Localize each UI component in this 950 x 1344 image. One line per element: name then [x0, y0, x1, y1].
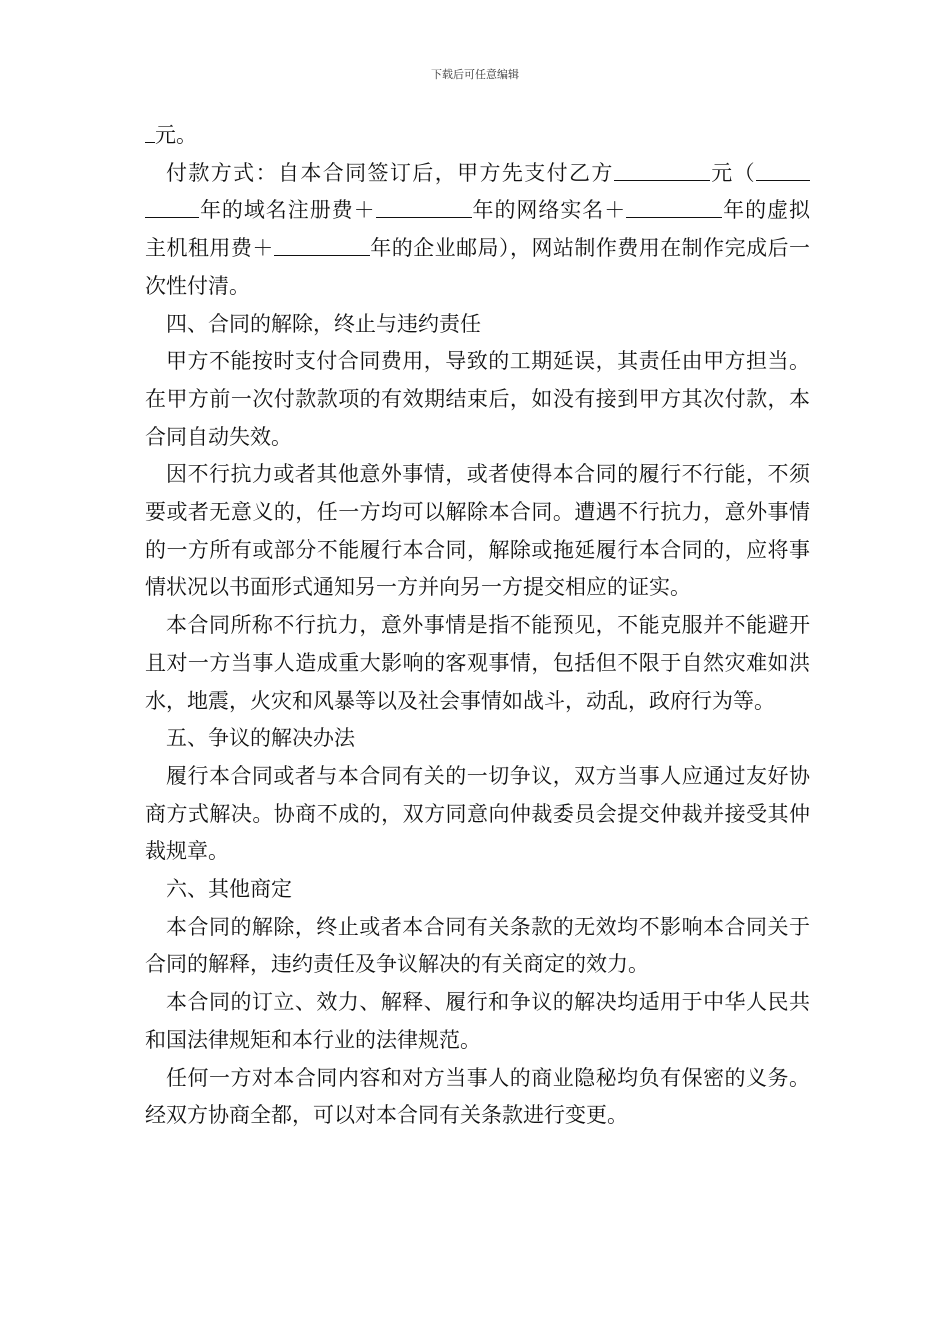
blank-field — [145, 195, 199, 218]
blank-field — [614, 158, 710, 181]
paragraph-late-payment: 甲方不能按时支付合同费用，导致的工期延误，其责任由甲方担当。在甲方前一次付款款项的有效期结束后，如没有接到甲方其次付款，本合同自动失效。 — [145, 349, 810, 449]
blank-field — [376, 195, 472, 218]
paragraph-termination-effect: 本合同的解除，终止或者本合同有关条款的无效均不影响本合同关于合同的解释，违约责任及争议解决的有关商定的效力。 — [145, 914, 810, 977]
blank-field — [145, 120, 155, 143]
paragraph-force-majeure-definition: 本合同所称不行抗力，意外事情是指不能预见，不能克服并不能避开且对一方当事人造成重大影响的客观事情，包括但不限于自然灾难如洪水，地震，火灾和风暴等以及社会事情如战斗，动乱，政府行为等。 — [145, 613, 810, 713]
page-header: 下载后可任意编辑 — [431, 68, 519, 81]
section-heading-5: 五、争议的解决办法 — [166, 726, 355, 751]
paragraph-confidentiality: 任何一方对本合同内容和对方当事人的商业隐秘均负有保密的义务。经双方协商全都，可以对本合同有关条款进行变更。 — [145, 1065, 810, 1128]
section-heading-6: 六、其他商定 — [166, 877, 292, 902]
paragraph-force-majeure: 因不行抗力或者其他意外事情，或者使得本合同的履行不行能，不须要或者无意义的，任一方均可以解除本合同。遭遇不行抗力，意外事情的一方所有或部分不能履行本合同，解除或拖延履行本合同的，应将事情状况以书面形式通知另一方并向另一方提交相应的证实。 — [145, 462, 810, 600]
blank-field — [756, 158, 810, 181]
section-heading-4: 四、合同的解除，终止与违约责任 — [166, 311, 481, 336]
paragraph-payment-method: 付款方式：自本合同签订后，甲方先支付乙方 元（年的域名注册费＋ 年的网络实名＋ 年的虚拟主机租用费＋ 年的企业邮局），网站制作费用在制作完成后一次性付清。 — [145, 155, 810, 306]
paragraph-dispute-resolution: 履行本合同或者与本合同有关的一切争议，双方当事人应通过友好协商方式解决。协商不成的，双方同意向仲裁委员会提交仲裁并接受其仲裁规章。 — [145, 763, 810, 864]
paragraph-amount-end: 元。 — [145, 117, 810, 155]
blank-field — [626, 195, 722, 218]
paragraph-governing-law: 本合同的订立、效力、解释、履行和争议的解决均适用于中华人民共和国法律规矩和本行业的法律规范。 — [145, 990, 810, 1052]
document-body — [145, 117, 810, 1135]
blank-field — [274, 233, 370, 256]
